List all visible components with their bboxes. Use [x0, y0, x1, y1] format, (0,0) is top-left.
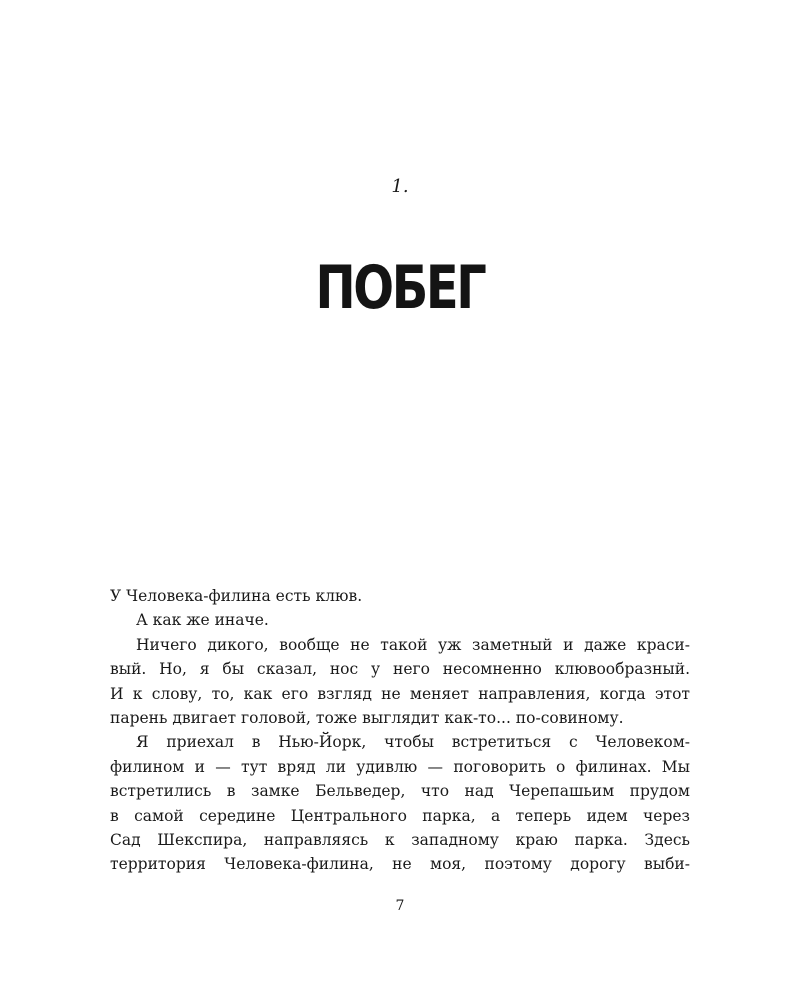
page-number: 7 — [395, 898, 405, 914]
text-line: У Человека-филина есть клюв. — [110, 587, 363, 605]
text-line: Ничего дикого, вообще не такой уж заметный и даже краси- — [136, 635, 690, 654]
chapter-number: 1. — [391, 176, 409, 197]
text-line: в самой середине Центрального парка, а теперь идем через — [110, 806, 690, 825]
text-line: парень двигает головой, тоже выглядит как-то... по-совиному. — [110, 708, 624, 727]
text-line: Я приехал в Нью-Йорк, чтобы встретиться с Человеком- — [136, 733, 690, 752]
text-line: территория Человека-филина, не моя, поэтому дорогу выби- — [110, 855, 690, 874]
text-line: филином и — тут вряд ли удивлю — поговорить о филинах. Мы — [110, 757, 690, 776]
body-text — [110, 584, 690, 877]
text-line: А как же иначе. — [136, 611, 269, 630]
text-line: встретились в замке Бельведер, что над Черепашьим прудом — [110, 782, 690, 801]
chapter-title: ПОБЕГ — [315, 253, 485, 323]
text-line: Сад Шекспира, направляясь к западному краю парка. Здесь — [110, 830, 690, 849]
text-line: вый. Но, я бы сказал, нос у него несомненно клювообразный. — [110, 660, 690, 679]
text-line: И к слову, то, как его взгляд не меняет направления, когда этот — [110, 684, 690, 703]
